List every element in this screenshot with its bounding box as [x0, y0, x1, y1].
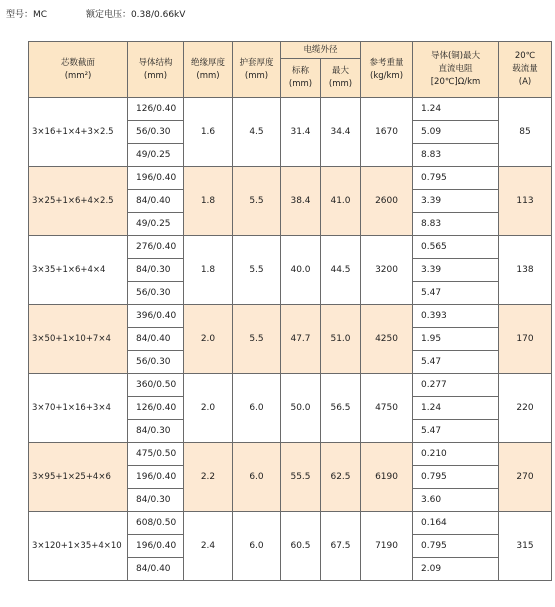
section-cell: 3×50+1×10+7×4 [29, 305, 128, 374]
weight-cell: 2600 [361, 167, 413, 236]
row-group [29, 98, 552, 167]
insulation-cell: 1.8 [184, 236, 233, 305]
od-nominal-cell: 55.5 [281, 443, 321, 512]
section-cell: 3×70+1×16+3×4 [29, 374, 128, 443]
od-max-cell: 51.0 [321, 305, 361, 374]
resistance-cell: 5.47 [413, 351, 499, 374]
weight-cell: 1670 [361, 98, 413, 167]
insulation-cell: 1.8 [184, 167, 233, 236]
resistance-cell: 5.09 [413, 121, 499, 144]
resistance-cell: 0.393 [413, 305, 499, 328]
section-cell: 3×95+1×25+4×6 [29, 443, 128, 512]
structure-cell: 276/0.40 [128, 236, 184, 259]
header-section: 芯数截面 (mm²) [29, 42, 128, 98]
sheath-cell: 5.5 [233, 167, 281, 236]
row-group [29, 512, 552, 581]
structure-cell: 360/0.50 [128, 374, 184, 397]
resistance-cell: 3.39 [413, 190, 499, 213]
row-group [29, 236, 552, 305]
header-sheath: 护套厚度 (mm) [233, 42, 281, 98]
resistance-cell: 8.83 [413, 213, 499, 236]
resistance-cell: 0.795 [413, 167, 499, 190]
ampacity-cell: 270 [499, 443, 552, 512]
header-od-max: 最大 (mm) [321, 59, 361, 98]
resistance-cell: 2.09 [413, 558, 499, 581]
resistance-cell: 0.795 [413, 535, 499, 558]
row-group [29, 167, 552, 236]
structure-cell: 84/0.30 [128, 489, 184, 512]
resistance-cell: 1.24 [413, 98, 499, 121]
resistance-cell: 5.47 [413, 420, 499, 443]
weight-cell: 3200 [361, 236, 413, 305]
ampacity-cell: 85 [499, 98, 552, 167]
insulation-cell: 2.2 [184, 443, 233, 512]
section-cell: 3×35+1×6+4×4 [29, 236, 128, 305]
sheath-cell: 6.0 [233, 374, 281, 443]
od-nominal-cell: 40.0 [281, 236, 321, 305]
resistance-cell: 8.83 [413, 144, 499, 167]
model-label: 型号：MC [6, 10, 48, 20]
weight-cell: 6190 [361, 443, 413, 512]
od-max-cell: 56.5 [321, 374, 361, 443]
rated-voltage-label: 额定电压：0.38/0.66kV [85, 10, 186, 20]
od-max-cell: 62.5 [321, 443, 361, 512]
header-resistance: 导体(铜)最大 直流电阻 [20℃]Ω/km [413, 42, 499, 98]
structure-cell: 196/0.40 [128, 466, 184, 489]
section-cell: 3×16+1×4+3×2.5 [29, 98, 128, 167]
header-weight: 参考重量 (kg/km) [361, 42, 413, 98]
sheath-cell: 5.5 [233, 305, 281, 374]
resistance-cell: 0.164 [413, 512, 499, 535]
structure-cell: 56/0.30 [128, 282, 184, 305]
od-max-cell: 41.0 [321, 167, 361, 236]
resistance-cell: 0.210 [413, 443, 499, 466]
structure-cell: 56/0.30 [128, 121, 184, 144]
insulation-cell: 2.0 [184, 305, 233, 374]
structure-cell: 84/0.30 [128, 420, 184, 443]
row-group [29, 374, 552, 443]
structure-cell: 84/0.40 [128, 328, 184, 351]
od-max-cell: 67.5 [321, 512, 361, 581]
ampacity-cell: 315 [499, 512, 552, 581]
resistance-cell: 0.277 [413, 374, 499, 397]
structure-cell: 84/0.30 [128, 259, 184, 282]
resistance-cell: 0.795 [413, 466, 499, 489]
resistance-cell: 3.60 [413, 489, 499, 512]
weight-cell: 4250 [361, 305, 413, 374]
insulation-cell: 2.4 [184, 512, 233, 581]
od-nominal-cell: 60.5 [281, 512, 321, 581]
insulation-cell: 2.0 [184, 374, 233, 443]
resistance-cell: 0.565 [413, 236, 499, 259]
header-structure: 导体结构 (mm) [128, 42, 184, 98]
sheath-cell: 6.0 [233, 512, 281, 581]
sheath-cell: 4.5 [233, 98, 281, 167]
structure-cell: 396/0.40 [128, 305, 184, 328]
ampacity-cell: 220 [499, 374, 552, 443]
od-max-cell: 34.4 [321, 98, 361, 167]
row-group [29, 443, 552, 512]
structure-cell: 196/0.40 [128, 535, 184, 558]
header-insulation: 绝缘厚度 (mm) [184, 42, 233, 98]
structure-cell: 49/0.25 [128, 213, 184, 236]
structure-cell: 56/0.30 [128, 351, 184, 374]
resistance-cell: 1.95 [413, 328, 499, 351]
resistance-cell: 1.24 [413, 397, 499, 420]
cable-spec-table [28, 41, 552, 581]
od-nominal-cell: 50.0 [281, 374, 321, 443]
structure-cell: 49/0.25 [128, 144, 184, 167]
sheath-cell: 6.0 [233, 443, 281, 512]
section-cell: 3×25+1×6+4×2.5 [29, 167, 128, 236]
weight-cell: 4750 [361, 374, 413, 443]
ampacity-cell: 113 [499, 167, 552, 236]
header-od-nominal: 标称 (mm) [281, 59, 321, 98]
ampacity-cell: 170 [499, 305, 552, 374]
structure-cell: 196/0.40 [128, 167, 184, 190]
row-group [29, 305, 552, 374]
structure-cell: 475/0.50 [128, 443, 184, 466]
spec-header [6, 6, 185, 24]
od-max-cell: 44.5 [321, 236, 361, 305]
structure-cell: 84/0.40 [128, 558, 184, 581]
header-outer-diameter: 电缆外径 [281, 42, 361, 59]
weight-cell: 7190 [361, 512, 413, 581]
header-ampacity: 20℃ 载流量 (A) [499, 42, 552, 98]
od-nominal-cell: 38.4 [281, 167, 321, 236]
resistance-cell: 3.39 [413, 259, 499, 282]
ampacity-cell: 138 [499, 236, 552, 305]
structure-cell: 126/0.40 [128, 397, 184, 420]
structure-cell: 608/0.50 [128, 512, 184, 535]
structure-cell: 84/0.40 [128, 190, 184, 213]
structure-cell: 126/0.40 [128, 98, 184, 121]
insulation-cell: 1.6 [184, 98, 233, 167]
od-nominal-cell: 47.7 [281, 305, 321, 374]
resistance-cell: 5.47 [413, 282, 499, 305]
sheath-cell: 5.5 [233, 236, 281, 305]
section-cell: 3×120+1×35+4×10 [29, 512, 128, 581]
od-nominal-cell: 31.4 [281, 98, 321, 167]
